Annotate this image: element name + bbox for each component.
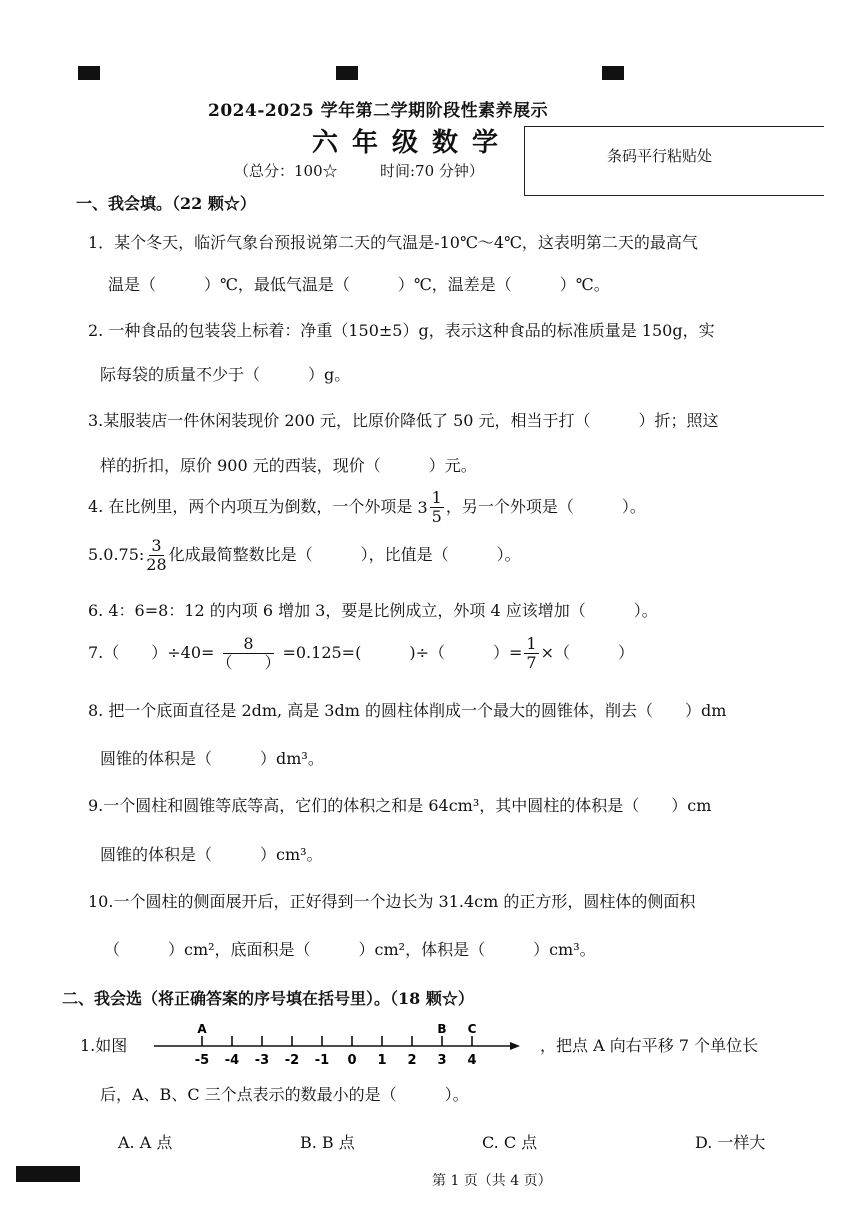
number-line-tick-label: -5 xyxy=(194,1053,210,1068)
registration-mark-bottom xyxy=(16,1166,80,1182)
q8-line2: 圆锥的体积是（ ）dm³。 xyxy=(100,749,324,768)
q8-line1: 8. 把一个底面直径是 2dm, 高是 3dm 的圆柱体削成一个最大的圆锥体，削去（ ）dm xyxy=(88,701,727,720)
option-d[interactable]: D. 一样大 xyxy=(695,1133,766,1152)
time-limit: 时间:70 分钟） xyxy=(380,162,484,180)
number-line-tick-label: -4 xyxy=(224,1053,240,1068)
registration-mark-left xyxy=(78,66,100,80)
q2-line2: 际每袋的质量不少于（ ）g。 xyxy=(100,365,351,384)
q6: 6. 4：6=8：12 的内项 6 增加 3，要是比例成立，外项 4 应该增加（ ）。 xyxy=(88,601,658,620)
s2-q1-post: ，把点 A 向右平移 7 个单位长 xyxy=(540,1036,759,1055)
section1-heading: 一、我会填。（22 颗☆） xyxy=(76,194,256,213)
q7-fraction-1: $\frac{8}{( )}$ xyxy=(216,634,281,672)
number-line-tick-label: -2 xyxy=(284,1053,300,1068)
q10-line1: 10.一个圆柱的侧面展开后，正好得到一个边长为 31.4cm 的正方形，圆柱体的侧面积 xyxy=(88,892,696,911)
exam-title: 2024-2025 学年第二学期阶段性素养展示 xyxy=(208,101,549,121)
number-line-arrow xyxy=(510,1042,520,1050)
option-b[interactable]: B. B 点 xyxy=(300,1133,355,1152)
barcode-area xyxy=(524,126,824,196)
q4-post: ，另一个外项是（ ）。 xyxy=(445,497,646,516)
total-score: （总分：100☆ xyxy=(234,162,338,180)
q7: 7.（ ）÷40= $\frac{8}{( )}$ =0.125=( )÷（ ）= $\frac{1}{7}$ ×（ ） xyxy=(88,634,634,672)
q3-line1: 3.某服装店一件休闲装现价 200 元，比原价降低了 50 元，相当于打（ ）折；照这 xyxy=(88,411,719,430)
q10-line2: （ ）cm²，底面积是（ ）cm²，体积是（ ）cm³。 xyxy=(104,940,596,959)
q1-line2: 温是（ ）℃，最低气温是（ ）℃，温差是（ ）℃。 xyxy=(108,275,610,294)
q4: 4. 在比例里，两个内项互为倒数，一个外项是 3 $\frac{1}{5}$ ，另一个外项是（ ）。 xyxy=(88,488,646,526)
number-line-tick-label: 2 xyxy=(407,1053,417,1068)
number-line-tick-label: 4 xyxy=(467,1053,477,1068)
number-line xyxy=(150,1012,530,1070)
q9-line2: 圆锥的体积是（ ）cm³。 xyxy=(100,845,323,864)
q1-line1: 1．某个冬天，临沂气象台预报说第二天的气温是-10℃～4℃，这表明第二天的最高气 xyxy=(88,233,698,252)
q2-line1: 2. 一种食品的包装袋上标着：净重（150±5）g，表示这种食品的标准质量是 150g，实 xyxy=(88,321,715,340)
q5-fraction: $\frac{3}{28}$ xyxy=(146,536,167,574)
number-line-tick-label: 1 xyxy=(377,1053,387,1068)
registration-mark-center xyxy=(336,66,358,80)
q5: 5.0.75: $\frac{3}{28}$ 化成最简整数比是（ ），比值是（ ）。 xyxy=(88,536,521,574)
q9-line1: 9.一个圆柱和圆锥等底等高，它们的体积之和是 64cm³，其中圆柱的体积是（ ）cm xyxy=(88,796,712,815)
number-line-point-c: C xyxy=(467,1022,477,1036)
q4-mixed-number: 3 $\frac{1}{5}$ xyxy=(417,488,442,526)
q3-line2: 样的折扣，原价 900 元的西装，现价（ ）元。 xyxy=(100,456,477,475)
number-line-tick-label: -3 xyxy=(254,1053,270,1068)
exam-subject: 六年级数学 xyxy=(312,128,513,158)
number-line-point-a: A xyxy=(197,1022,207,1036)
number-line-tick-label: -1 xyxy=(314,1053,330,1068)
option-a[interactable]: A. A 点 xyxy=(118,1133,173,1152)
registration-mark-right xyxy=(602,66,624,80)
s2-q1-line2: 后，A、B、C 三个点表示的数最小的是（ ）。 xyxy=(100,1085,469,1104)
q7-fraction-2: $\frac{1}{7}$ xyxy=(526,634,537,672)
barcode-label: 条码平行粘贴处 xyxy=(607,147,713,165)
number-line-point-b: B xyxy=(437,1022,447,1036)
s2-q1-pre: 1.如图 xyxy=(80,1036,128,1055)
number-line-tick-label: 3 xyxy=(437,1053,447,1068)
option-c[interactable]: C. C 点 xyxy=(482,1133,538,1152)
section2-heading: 二、我会选（将正确答案的序号填在括号里）。（18 颗☆） xyxy=(62,989,474,1008)
page-number: 第 1 页（共 4 页） xyxy=(432,1173,552,1189)
number-line-tick-label: 0 xyxy=(347,1053,357,1068)
